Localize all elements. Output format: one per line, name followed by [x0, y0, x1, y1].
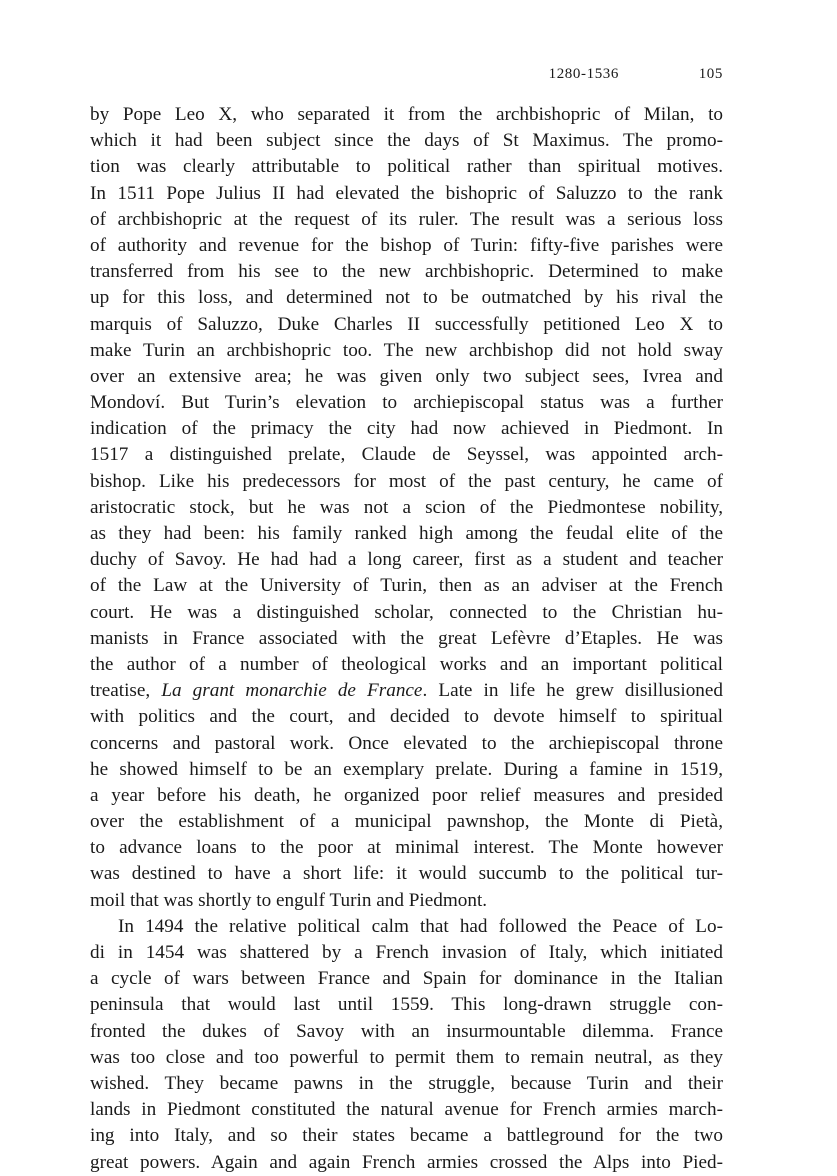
text-line: di in 1454 was shattered by a French invasion of Italy, which initiated — [90, 942, 723, 963]
text-line: by Pope Leo X, who separated it from the archbishopric of Milan, to — [90, 104, 723, 125]
text-line: make Turin an archbishopric too. The new archbishop did not hold sway — [90, 339, 723, 361]
text-line: In 1511 Pope Julius II had elevated the bishopric of Saluzzo to the rank — [90, 182, 723, 204]
text-line: peninsula that would last until 1559. This long-drawn struggle con- — [90, 994, 723, 1016]
text-line: was destined to have a short life: it would succumb to the political tur- — [90, 863, 723, 885]
text-line: marquis of Saluzzo, Duke Charles II successfully petitioned Leo X to — [90, 313, 723, 335]
text-line: up for this loss, and determined not to be outmatched by his rival the — [90, 287, 723, 309]
page-number: 105 — [698, 66, 723, 82]
text-line: of the Law at the University of Turin, then as an adviser at the French — [90, 575, 723, 597]
text-line: over an extensive area; he was given only two subject sees, Ivrea and — [90, 365, 723, 387]
text-line: a cycle of wars between France and Spain for dominance in the Italian — [90, 968, 723, 990]
text-line: bishop. Like his predecessors for most of the past century, he came of — [90, 470, 723, 492]
text-line: over the establishment of a municipal pawnshop, the Monte di Pietà, — [90, 811, 723, 833]
text-line: lands in Piedmont constituted the natural avenue for French armies march- — [90, 1099, 723, 1121]
text-line: indication of the primacy the city had now achieved in Piedmont. In — [90, 418, 723, 440]
paragraph — [90, 102, 723, 914]
text-line: to advance loans to the poor at minimal interest. The Monte however — [90, 837, 723, 859]
text-line: with politics and the court, and decided to devote himself to spiritual — [90, 706, 723, 728]
text-line-with-title — [90, 678, 723, 704]
text-line: the author of a number of theological works and an important political — [90, 653, 723, 675]
text-line: of archbishopric at the request of its ruler. The result was a serious loss — [90, 208, 723, 230]
text-line: as they had been: his family ranked high among the feudal elite of the — [90, 523, 723, 544]
text-line: great powers. Again and again French armies crossed the Alps into Pied- — [90, 1151, 723, 1173]
text-line: aristocratic stock, but he was not a scion of the Piedmontese nobility, — [90, 496, 723, 518]
text-line: court. He was a distinguished scholar, connected to the Christian hu- — [90, 601, 723, 623]
text-line: a year before his death, he organized poor relief measures and presided — [90, 784, 723, 806]
body-text — [90, 102, 723, 1173]
text-line: tion was clearly attributable to political rather than spiritual motives. — [90, 156, 723, 178]
text-line: which it had been subject since the days of St Maximus. The promo- — [90, 130, 723, 152]
text-line: moil that was shortly to engulf Turin and Piedmont. — [90, 889, 488, 911]
text-line: was too close and too powerful to permit them to remain neutral, as they — [90, 1046, 723, 1068]
text-line: concerns and pastoral work. Once elevated to the archiepiscopal throne — [90, 732, 723, 754]
text-line: wished. They became pawns in the struggle, because Turin and their — [90, 1072, 723, 1094]
text-line: transferred from his see to the new archbishopric. Determined to make — [90, 261, 723, 283]
text-line: duchy of Savoy. He had had a long career, first as a student and teacher — [90, 549, 723, 571]
text-line: ing into Italy, and so their states became a battleground for the two — [90, 1125, 723, 1147]
text-line: 1517 a distinguished prelate, Claude de Seyssel, was appointed arch- — [90, 444, 723, 466]
text-run: . Late in life he grew disillusioned — [422, 680, 723, 702]
text-line: In 1494 the relative political calm that had followed the Peace of Lo- — [118, 915, 723, 937]
running-head-date-range: 1280-1536 — [548, 66, 619, 82]
text-line: fronted the dukes of Savoy with an insurmountable dilemma. France — [90, 1020, 723, 1042]
text-line: manists in France associated with the great Lefèvre d’Etaples. He was — [90, 627, 723, 649]
book-title: La grant monarchie de France — [161, 680, 423, 702]
text-line: he showed himself to be an exemplary prelate. During a famine in 1519, — [90, 758, 723, 780]
running-head — [90, 66, 723, 86]
text-line: of authority and revenue for the bishop of Turin: fifty-five parishes were — [90, 234, 723, 256]
text-line: Mondoví. But Turin’s elevation to archiepiscopal status was a further — [90, 392, 723, 414]
text-run: treatise, — [90, 680, 162, 702]
paragraph — [90, 914, 723, 1176]
